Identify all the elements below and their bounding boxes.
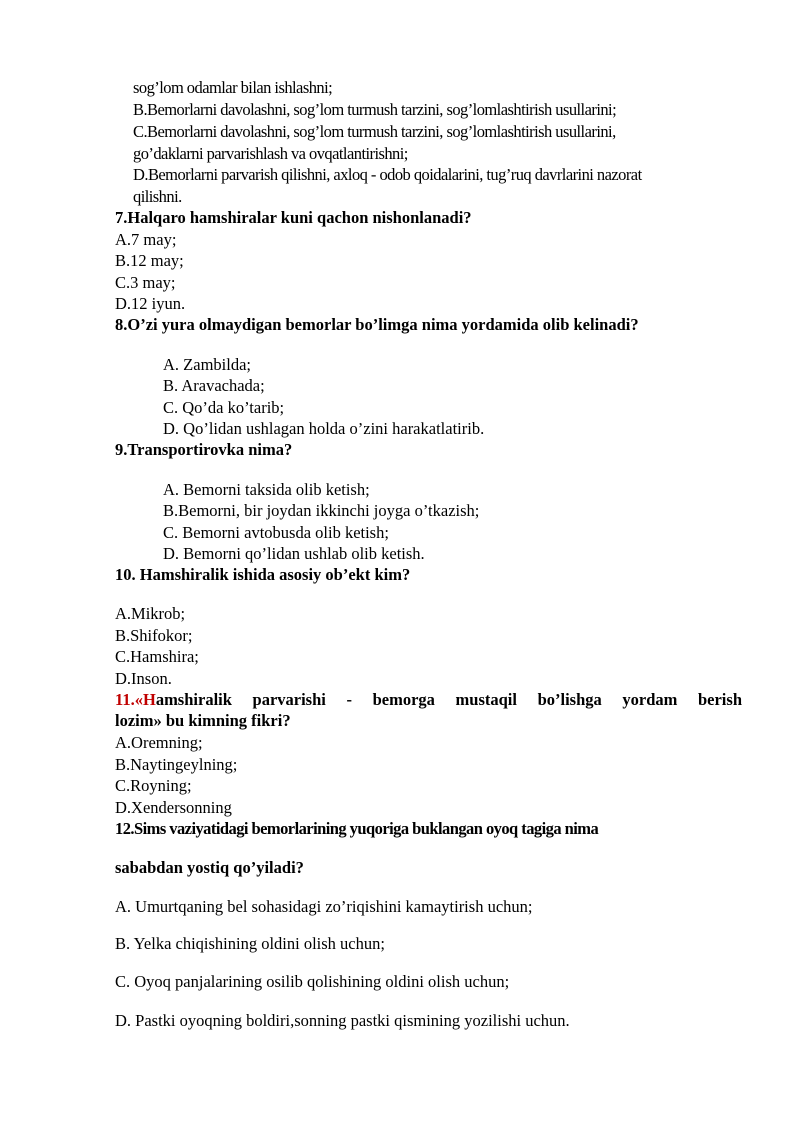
q9-option-a: A. Bemorni taksida olib ketish; [163, 480, 370, 499]
q7-option-d: D.12 iyun. [115, 294, 186, 313]
q10-option-b: B.Shifokor; [115, 626, 193, 645]
q12-option-d: D. Pastki oyoqning boldiri,sonning pastki qismining yozilishi uchun. [115, 1011, 570, 1030]
q7-question: 7.Halqaro hamshiralar kuni qachon nishonlanadi? [115, 208, 472, 227]
q11-option-a: A.Oremning; [115, 733, 203, 752]
q6-option-c-line2: go’daklarni parvarishlash va ovqatlantirishni; [133, 144, 408, 163]
q6-option-c-line1: C.Bemorlarni davolashni, sog’lom turmush tarzini, sog’lomlashtirish usullarini, [133, 122, 616, 141]
q11-option-b: B.Naytingeylning; [115, 755, 238, 774]
q10-option-c: C.Hamshira; [115, 647, 199, 666]
q11-question-line1 [115, 692, 742, 709]
q9-option-b: B.Bemorni, bir joydan ikkinchi joyga o’tkazish; [163, 501, 480, 520]
q11-question-text: amshiralik parvarishi - bemorga mustaqil bo’lishga yordam berish [155, 690, 742, 709]
q10-option-a: A.Mikrob; [115, 604, 186, 623]
q12-option-c: C. Oyoq panjalarining osilib qolishining oldini olish uchun; [115, 972, 510, 991]
q8-option-a: A. Zambilda; [163, 355, 251, 374]
q7-option-a: A.7 may; [115, 230, 177, 249]
q11-question-line2: lozim» bu kimning fikri? [115, 711, 291, 730]
q8-question: 8.O’zi yura olmaydigan bemorlar bo’limga nima yordamida olib kelinadi? [115, 315, 639, 334]
q6-option-d-line2: qilishni. [133, 187, 182, 206]
q10-option-d: D.Inson. [115, 669, 172, 688]
q11-option-c: C.Royning; [115, 776, 192, 795]
q11-number: 11.«H [115, 690, 156, 709]
q8-option-d: D. Qo’lidan ushlagan holda o’zini harakatlatirib. [163, 419, 485, 438]
q12-option-b: B. Yelka chiqishining oldini olish uchun; [115, 934, 385, 953]
q12-question-line2: sababdan yostiq qo’yiladi? [115, 858, 304, 877]
q12-question-line1: 12.Sims vaziyatidagi bemorlarining yuqoriga buklangan oyoq tagiga nima [115, 819, 599, 838]
q9-question: 9.Transportirovka nima? [115, 440, 293, 459]
q6-option-a-tail: sog’lom odamlar bilan ishlashni; [133, 78, 333, 97]
q8-option-c: C. Qo’da ko’tarib; [163, 398, 285, 417]
q9-option-c: C. Bemorni avtobusda olib ketish; [163, 523, 389, 542]
q7-option-c: C.3 may; [115, 273, 176, 292]
q7-option-b: B.12 may; [115, 251, 184, 270]
q6-option-d-line1: D.Bemorlarni parvarish qilishni, axloq - odob qoidalarini, tug’ruq davrlarini nazorat [133, 165, 642, 184]
q11-option-d: D.Xendersonning [115, 798, 232, 817]
q8-option-b: B. Aravachada; [163, 376, 265, 395]
q10-question: 10. Hamshiralik ishida asosiy ob’ekt kim? [115, 565, 411, 584]
q6-option-b: B.Bemorlarni davolashni, sog’lom turmush tarzini, sog’lomlashtirish usullarini; [133, 100, 617, 119]
q12-option-a: A. Umurtqaning bel sohasidagi zo’riqishini kamaytirish uchun; [115, 897, 533, 916]
q9-option-d: D. Bemorni qo’lidan ushlab olib ketish. [163, 544, 425, 563]
